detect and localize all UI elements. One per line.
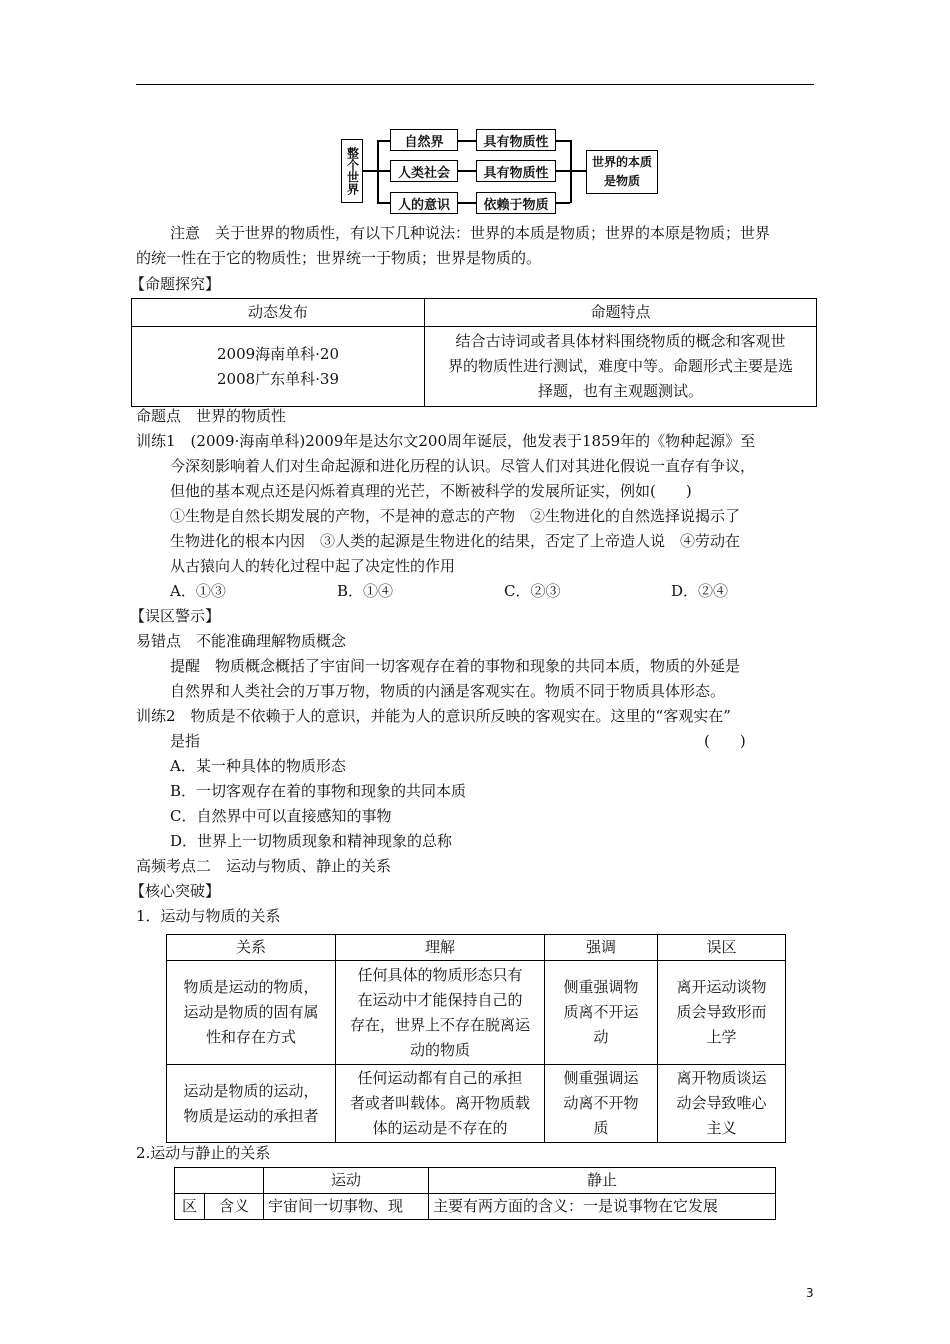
table1-header-feature: 命题特点 [425,299,817,327]
diagram-root-box: 整个世界 [341,139,363,203]
train1-option-c: C．②③ [504,582,561,600]
table3-header-motion: 运动 [264,1168,429,1194]
table2-r2-mistake: 离开物质谈运 动会导致唯心 主义 [658,1065,786,1143]
table-motion-matter [166,934,786,1143]
topic2-heading: 高频考点二 运动与物质、静止的关系 [136,857,392,875]
train2-option-a: A．某一种具体的物质形态 [170,757,346,775]
table2-header-emphasis: 强调 [545,935,658,961]
table3-motion: 宇宙间一切事物、现 [264,1194,429,1220]
table2-r1-mistake: 离开运动谈物 质会导致形而 上学 [658,961,786,1065]
table3-rest: 主要有两方面的含义：一是说事物在它发展 [429,1194,776,1220]
section-hexin: 【核心突破】 [130,882,221,900]
train1-line-5: 生物进化的根本内因 ③人类的起源是生物进化的结果，否定了上帝造人说 ④劳动在 [170,532,741,550]
train1-option-a: A．①③ [170,582,226,600]
train1-option-d: D．②④ [671,582,729,600]
diagram-right-society: 具有物质性 [476,160,556,182]
train2-option-c: C．自然界中可以直接感知的事物 [170,807,392,825]
page-number: 3 [806,1286,814,1300]
table-row [167,961,786,1065]
reminder-line-2: 自然界和人类社会的万事万物，物质的内涵是客观实在。物质不同于物质具体形态。 [170,682,726,700]
train1-line-6: 从古猿向人的转化过程中起了决定性的作用 [170,557,456,575]
train2-option-b: B．一切客观存在着的事物和现象的共同本质 [170,782,467,800]
diagram-result-box: 世界的本质是物质 [586,150,658,194]
mingti-point: 命题点 世界的物质性 [136,407,287,425]
table3-blank-header [175,1168,264,1194]
section-wuqu: 【误区警示】 [130,607,221,625]
table2-r2-relation: 运动是物质的运动， 物质是运动的承担者 [167,1065,336,1143]
train1-line-3: 但他的基本观点还是闪烁着真理的光芒，不断被科学的发展所证实，例如( ) [170,482,692,500]
table3-c2: 含义 [205,1194,264,1220]
table-mingti [131,298,817,407]
table2-header-understanding: 理解 [336,935,545,961]
table2-r1-relation: 物质是运动的物质， 运动是物质的固有属 性和存在方式 [167,961,336,1065]
table2-header-mistake: 误区 [658,935,786,961]
diagram-left-consciousness: 人的意识 [390,192,458,214]
table-motion-rest [174,1167,776,1220]
train1-line-2: 今深刻影响着人们对生命起源和进化历程的认识。尽管人们对其进化假说一直存有争议， [170,457,756,475]
table1-header-dynamic: 动态发布 [132,299,425,327]
table2-r1-understanding: 任何具体的物质形态只有 在运动中才能保持自己的 存在，世界上不存在脱离运 动的物质 [336,961,545,1065]
reminder-line-1: 提醒 物质概念概括了宇宙间一切客观存在着的事物和现象的共同本质，物质的外延是 [170,657,741,675]
table2-header-relation: 关系 [167,935,336,961]
diagram-right-nature: 具有物质性 [476,129,556,151]
note-line-1: 注意 关于世界的物质性，有以下几种说法：世界的本质是物质；世界的本原是物质；世界 [170,224,771,242]
table3-c1: 区 [175,1194,205,1220]
diagram-left-society: 人类社会 [390,160,458,182]
table3-header-rest: 静止 [429,1168,776,1194]
train2-line-2: 是指 [170,732,201,750]
table2-r2-understanding: 任何运动都有自己的承担 者或者叫载体。离开物质载 体的运动是不存在的 [336,1065,545,1143]
train2-line-1: 训练2 物质是不依赖于人的意识，并能为人的意识所反映的客观实在。这里的“客观实在” [136,707,731,725]
sub1-heading: 1．运动与物质的关系 [136,907,281,925]
note-line-2: 的统一性在于它的物质性；世界统一于物质；世界是物质的。 [136,249,542,267]
train1-line-1: 训练1 (2009·海南单科)2009年是达尔文200周年诞辰，他发表于1859年的《物种起源》至 [136,432,756,450]
error-point: 易错点 不能准确理解物质概念 [136,632,347,650]
table1-left-cell: 2009海南单科·20 2008广东单科·39 [132,327,425,407]
train2-option-d: D．世界上一切物质现象和精神现象的总称 [170,832,453,850]
train2-bracket: ( ) [704,732,746,750]
train1-option-b: B．①④ [337,582,394,600]
sub2-heading: 2.运动与静止的关系 [136,1144,271,1162]
diagram-left-nature: 自然界 [390,129,458,151]
table-row [175,1194,776,1220]
section-mingti: 【命题探究】 [130,275,221,293]
table2-r1-emphasis: 侧重强调物 质离不开运 动 [545,961,658,1065]
table2-r2-emphasis: 侧重强调运 动离不开物 质 [545,1065,658,1143]
table1-right-cell: 结合古诗词或者具体材料围绕物质的概念和客观世 界的物质性进行测试，难度中等。命题形式主要是选 择题，也有主观题测试。 [425,327,817,407]
header-rule [136,84,814,85]
train1-line-4: ①生物是自然长期发展的产物，不是神的意志的产物 ②生物进化的自然选择说揭示了 [170,507,741,525]
table-row [167,1065,786,1143]
diagram-right-consciousness: 依赖于物质 [476,192,556,214]
